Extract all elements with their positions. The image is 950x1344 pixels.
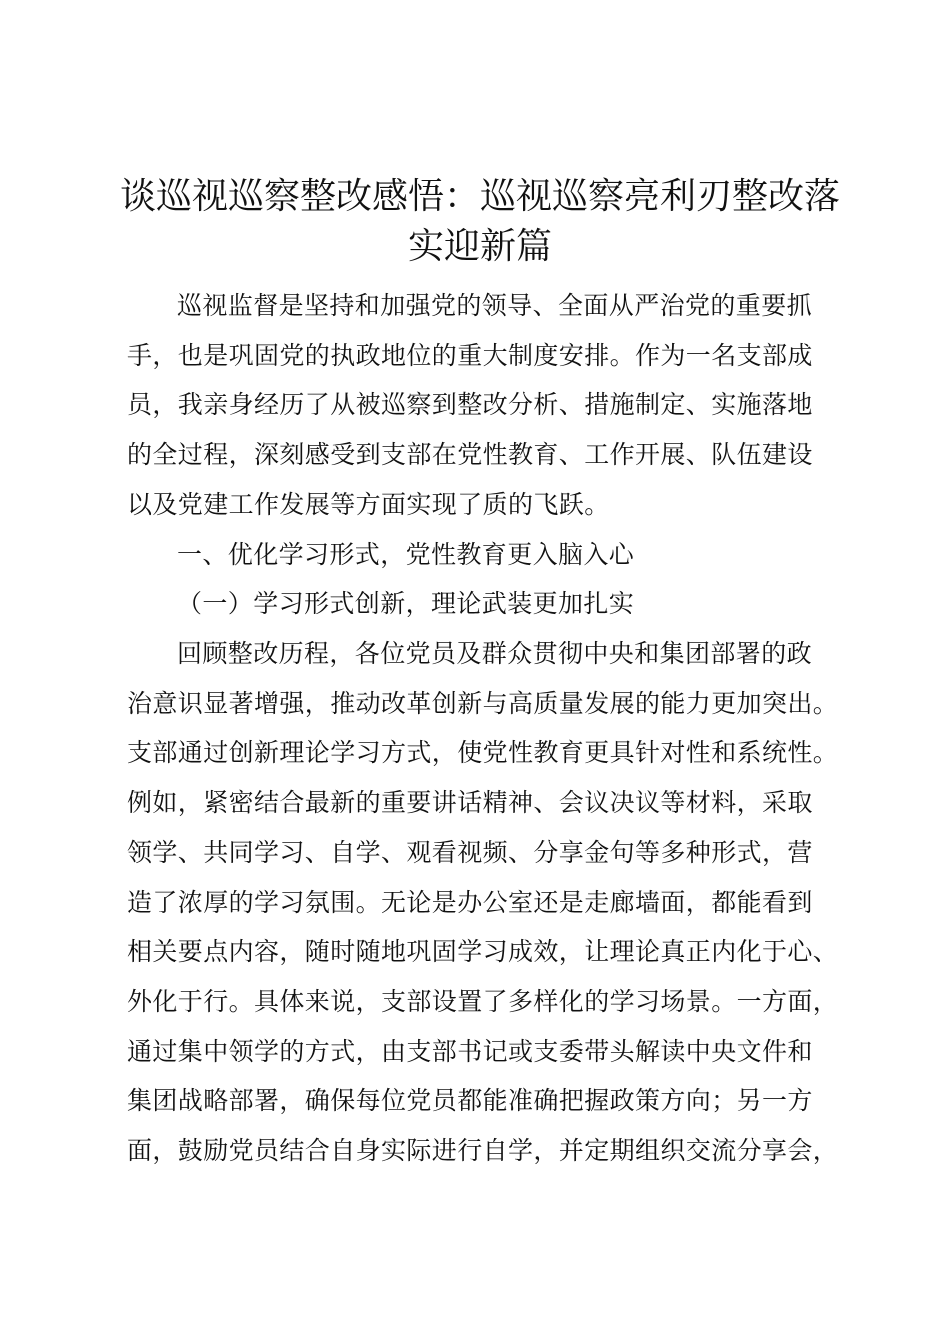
paragraph-line: 相关要点内容，随时随地巩固学习成效，让理论真正内化于心、 — [127, 937, 839, 966]
paragraph-line: 的全过程，深刻感受到支部在党性教育、工作开展、队伍建设 — [127, 440, 813, 469]
paragraph-line: 例如，紧密结合最新的重要讲话精神、会议决议等材料，采取 — [127, 788, 813, 817]
subsection-heading: （一）学习形式创新，理论武装更加扎实 — [177, 589, 635, 618]
paragraph-line: 造了浓厚的学习氛围。无论是办公室还是走廊墙面，都能看到 — [127, 888, 813, 917]
paragraph-line: 面，鼓励党员结合自身实际进行自学，并定期组织交流分享会， — [127, 1136, 839, 1165]
paragraph-line: 手，也是巩固党的执政地位的重大制度安排。作为一名支部成 — [127, 341, 813, 370]
paragraph-line: 以及党建工作发展等方面实现了质的飞跃。 — [127, 490, 610, 519]
title-line-1: 谈巡视巡察整改感悟：巡视巡察亮利刃整改落 — [119, 176, 840, 217]
paragraph-line: 集团战略部署，确保每位党员都能准确把握政策方向；另一方 — [127, 1086, 813, 1115]
document-title — [115, 172, 845, 272]
paragraph-line: 领学、共同学习、自学、观看视频、分享金句等多种形式，营 — [127, 838, 813, 867]
paragraph-line: 支部通过创新理论学习方式，使党性教育更具针对性和系统性。 — [127, 738, 839, 767]
section-heading: 一、优化学习形式，党性教育更入脑入心 — [177, 540, 635, 569]
paragraph-line: 回顾整改历程，各位党员及群众贯彻中央和集团部署的政 — [177, 639, 813, 668]
paragraph-line: 巡视监督是坚持和加强党的领导、全面从严治党的重要抓 — [177, 291, 813, 320]
paragraph-line: 治意识显著增强，推动改革创新与高质量发展的能力更加突出。 — [127, 689, 839, 718]
paragraph-line: 通过集中领学的方式，由支部书记或支委带头解读中央文件和 — [127, 1037, 813, 1066]
paragraph-line: 外化于行。具体来说，支部设置了多样化的学习场景。一方面， — [127, 987, 839, 1016]
title-line-2: 实迎新篇 — [407, 226, 552, 267]
paragraph-line: 员，我亲身经历了从被巡察到整改分析、措施制定、实施落地 — [127, 390, 813, 419]
